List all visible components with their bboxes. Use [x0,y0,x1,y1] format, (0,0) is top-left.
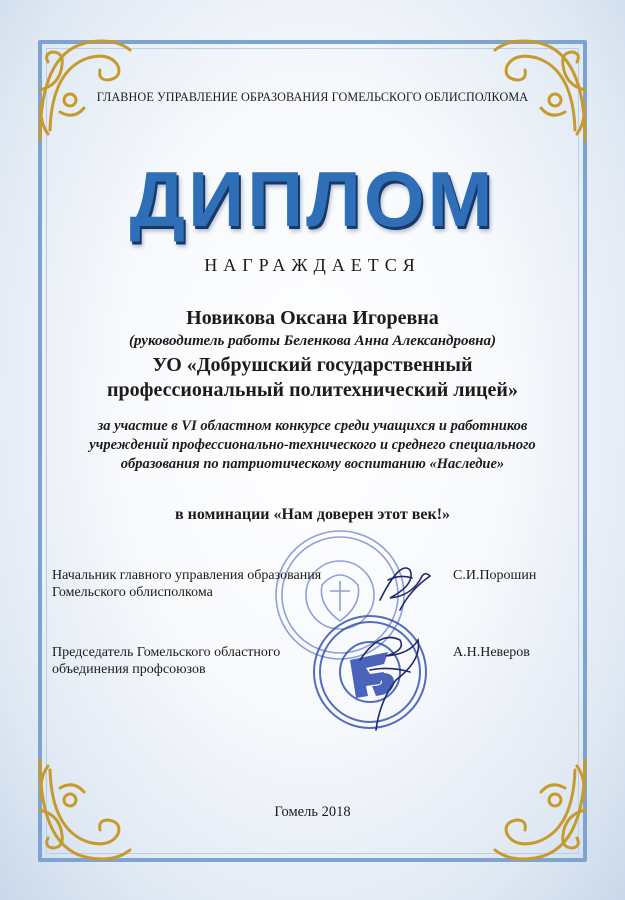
issuer-heading: ГЛАВНОЕ УПРАВЛЕНИЕ ОБРАЗОВАНИЯ ГОМЕЛЬСКОГО ОБЛИСПОЛКОМА [96,90,529,104]
signature-icon [340,540,450,740]
signatory-1-title [52,567,321,601]
reason-line: за участие в VI областном конкурсе среди учащихся и работников [97,418,528,434]
signatory-title-line: объединения профсоюзов [52,662,206,677]
signatory-2-title [52,644,280,678]
school-line: УО «Добрушский государственный [152,354,473,376]
supervisor-line: (руководитель работы Беленкова Анна Александровна) [129,333,496,349]
award-reason [0,417,625,474]
school-name [0,353,625,403]
reason-line: образования по патриотическому воспитанию «Наследие» [120,456,505,472]
signatory-2-name: А.Н.Неверов [453,645,530,660]
awarded-label: НАГРАЖДАЕТСЯ [204,255,421,275]
diploma-title: ДИПЛОМ [129,155,496,243]
signatory-title-line: Начальник главного управления образования [52,568,322,583]
nomination-line: в номинации «Нам доверен этот век!» [174,506,451,523]
reason-line: учреждений профессионально-технического и среднего специального [89,437,536,453]
signatory-title-line: Гомельского облисполкома [52,585,213,600]
recipient-name: Новикова Оксана Игоревна [186,307,439,329]
school-line: профессиональный политехнический лицей» [107,379,518,401]
signatory-title-line: Председатель Гомельского областного [52,645,281,660]
signatory-1-name: С.И.Порошин [453,568,537,583]
footer-place-year: Гомель 2018 [274,804,351,820]
